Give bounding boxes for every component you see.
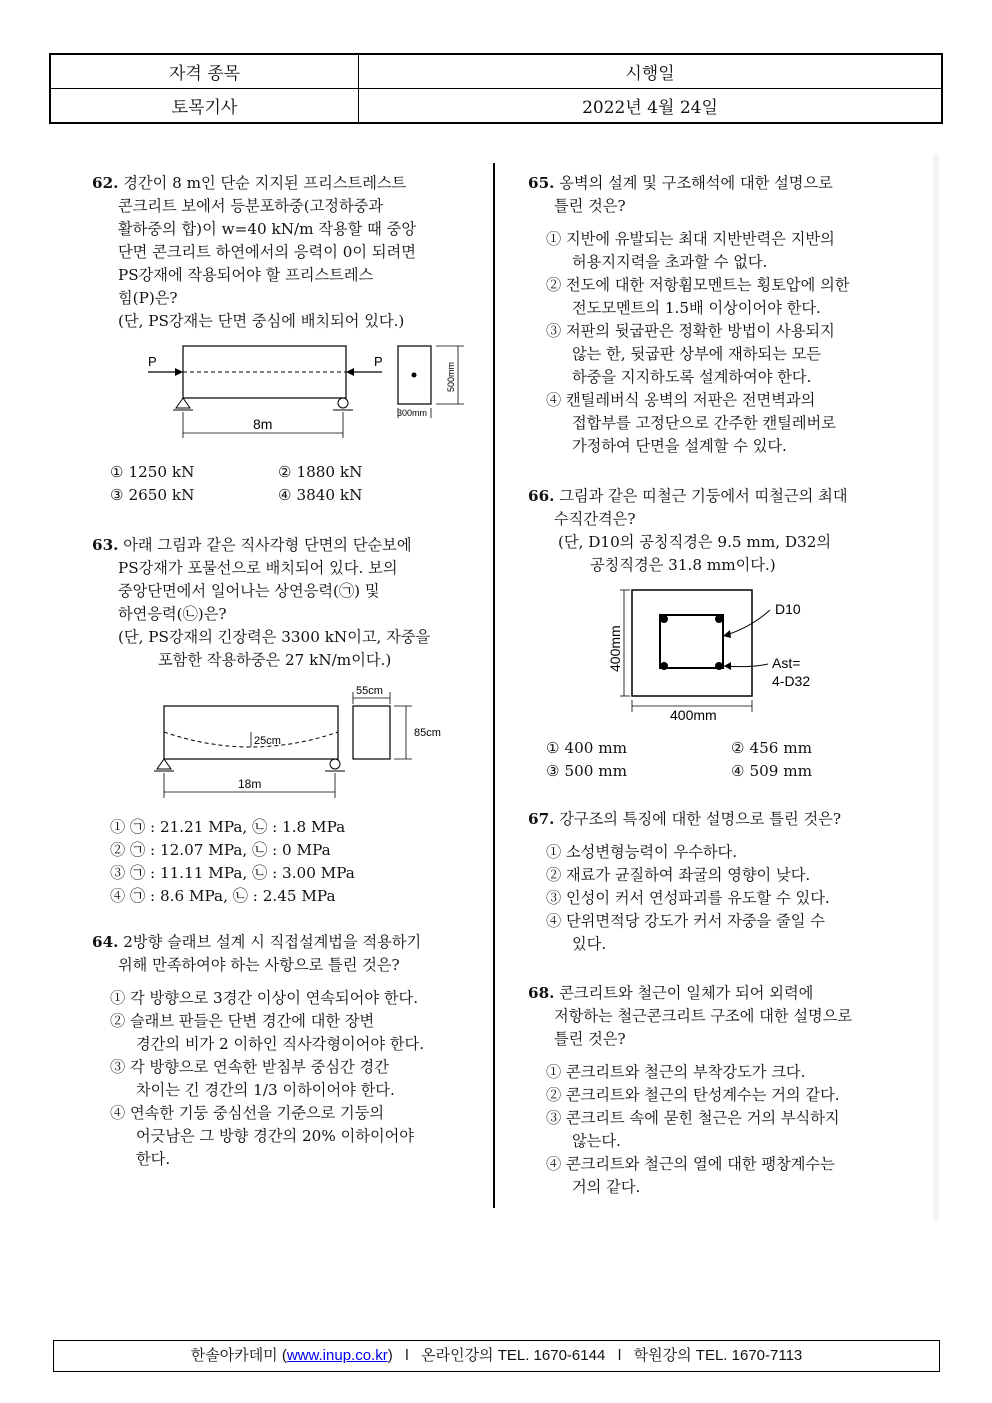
- choice-3-cont: 않는다.: [572, 1132, 621, 1150]
- choice-1[interactable]: ① 1250 kN: [110, 463, 195, 481]
- choice-1-cont: 허용지지력을 초과할 수 없다.: [572, 253, 768, 271]
- stem-line: 옹벽의 설계 및 구조해석에 대한 설명으로: [559, 174, 833, 192]
- footer-brand-close: ): [387, 1347, 393, 1364]
- question-number: 65.: [528, 174, 555, 192]
- pin-support: [176, 398, 190, 408]
- choice-1[interactable]: ① 각 방향으로 3경간 이상이 연속되어야 한다.: [110, 989, 419, 1007]
- choice-4[interactable]: ④ 단위면적당 강도가 커서 자중을 줄일 수: [546, 912, 825, 930]
- question-number: 68.: [528, 984, 555, 1002]
- section-width-label: 300mm: [397, 408, 428, 418]
- footer-brand: 한솔아카데미 (: [190, 1347, 287, 1364]
- choice-2[interactable]: ② 재료가 균질하여 좌굴의 영향이 낮다.: [546, 866, 811, 884]
- choice-4-cont: 있다.: [572, 935, 607, 953]
- choice-4[interactable]: ④ ㉠ : 8.6 MPa, ㉡ : 2.45 MPa: [110, 887, 336, 905]
- question-64: [92, 931, 477, 1171]
- header-subject-value: 토목기사: [50, 89, 359, 124]
- choice-3-cont: 하중을 지지하도록 설계하여야 한다.: [572, 368, 812, 386]
- stem-line: 활하중의 합)이 w=40 kN/m 작용할 때 중앙: [118, 220, 417, 238]
- page-edge-shade: [933, 155, 939, 1220]
- footer: [53, 1340, 940, 1372]
- choice-4[interactable]: ④ 509 mm: [731, 762, 813, 780]
- tie-bar: [660, 615, 723, 668]
- rebar-dot: [715, 615, 723, 623]
- choice-1[interactable]: ① 지반에 유발되는 최대 지반반력은 지반의: [546, 230, 835, 248]
- question-note: (단, PS강재의 긴장력은 3300 kN이고, 자중을: [118, 628, 431, 646]
- q65-choices: [528, 228, 918, 458]
- stem-line: 2방향 슬래브 설계 시 직접설계법을 적용하기: [123, 933, 422, 951]
- section-height-label: 85cm: [414, 727, 441, 739]
- choice-4[interactable]: ④ 콘크리트와 철근의 열에 대한 팽창계수는: [546, 1155, 835, 1173]
- header-date-value: 2022년 4월 24일: [359, 89, 943, 124]
- choice-2[interactable]: ② 콘크리트와 철근의 탄성계수는 거의 같다.: [546, 1086, 840, 1104]
- q62-figure: [140, 340, 470, 440]
- question-66: [528, 485, 918, 577]
- choice-2-cont: 경간의 비가 2 이하인 직사각형이어야 한다.: [136, 1035, 425, 1053]
- ast-label: Ast=: [772, 655, 801, 671]
- stem-line: 위해 만족하여야 하는 사항으로 틀린 것은?: [118, 956, 400, 974]
- choice-2[interactable]: ② 슬래브 판들은 단변 경간에 대한 장변: [110, 1012, 375, 1030]
- choice-1[interactable]: ① 400 mm: [546, 739, 628, 757]
- stem-line: 강구조의 특징에 대한 설명으로 틀린 것은?: [559, 810, 841, 828]
- choice-4-cont: 가정하여 단면을 설계할 수 있다.: [572, 437, 787, 455]
- choice-2[interactable]: ② 전도에 대한 저항휨모멘트는 횡토압에 의한: [546, 276, 850, 294]
- question-65: [528, 172, 918, 458]
- header-subject-label: 자격 종목: [50, 54, 359, 89]
- q66-choices: [546, 737, 911, 783]
- question-note: 공칭직경은 31.8 mm이다.): [590, 556, 776, 574]
- choice-4-cont: 접합부를 고정단으로 간주한 캔틸레버로: [572, 414, 836, 432]
- choice-2-cont: 전도모멘트의 1.5배 이상이어야 한다.: [572, 299, 821, 317]
- q66-figure: [600, 588, 830, 724]
- stem-line: 콘크리트 보에서 등분포하중(고정하중과: [118, 197, 383, 215]
- choice-3[interactable]: ③ 2650 kN: [110, 486, 195, 504]
- tendon-dot: [412, 373, 417, 378]
- stem-line: 아래 그림과 같은 직사각형 단면의 단순보에: [123, 536, 412, 554]
- stem-line: PS강재에 작용되어야 할 프리스트레스: [118, 266, 374, 284]
- choice-3[interactable]: ③ 500 mm: [546, 762, 628, 780]
- section-height-label: 500mm: [446, 361, 456, 392]
- section-outline: [353, 706, 390, 759]
- force-right-label: P: [374, 354, 383, 369]
- q62-choices: [110, 461, 458, 507]
- choice-3[interactable]: ③ 인성이 커서 연성파괴를 유도할 수 있다.: [546, 889, 830, 907]
- choice-4-cont: 한다.: [136, 1150, 171, 1168]
- question-note: (단, D10의 공칭직경은 9.5 mm, D32의: [558, 533, 832, 551]
- column-section: [632, 590, 752, 696]
- choice-3[interactable]: ③ 각 방향으로 연속한 받침부 중심간 경간: [110, 1058, 389, 1076]
- question-number: 64.: [92, 933, 119, 951]
- question-number: 67.: [528, 810, 555, 828]
- stem-line: 틀린 것은?: [554, 197, 626, 215]
- stem-line: 중앙단면에서 일어나는 상연응력(㉠) 및: [118, 582, 380, 600]
- section-width-label: 55cm: [356, 685, 383, 697]
- roller-support: [330, 759, 340, 769]
- rebar-dot: [660, 615, 668, 623]
- stem-line: PS강재가 포물선으로 배치되어 있다. 보의: [118, 559, 398, 577]
- stem-line: 힘(P)은?: [118, 289, 178, 307]
- choice-3[interactable]: ③ 저판의 뒷굽판은 정확한 방법이 사용되지: [546, 322, 835, 340]
- stem-line: 수직간격은?: [554, 510, 636, 528]
- span-label: 18m: [238, 777, 262, 791]
- bars-label: 4-D32: [772, 673, 811, 689]
- footer-academy-phone: 학원강의 TEL. 1670-7113: [633, 1347, 803, 1364]
- choice-3-cont: 차이는 긴 경간의 1/3 이하이어야 한다.: [136, 1081, 395, 1099]
- span-label: 8m: [253, 416, 273, 432]
- force-left-label: P: [148, 354, 157, 369]
- choice-2[interactable]: ② 1880 kN: [278, 463, 363, 481]
- choice-1[interactable]: ① 소성변형능력이 우수하다.: [546, 843, 738, 861]
- choice-3[interactable]: ③ 콘크리트 속에 묻힌 철근은 거의 부식하지: [546, 1109, 840, 1127]
- choice-4[interactable]: ④ 캔틸레버식 옹벽의 저판은 전면벽과의: [546, 391, 816, 409]
- question-number: 63.: [92, 536, 119, 554]
- question-number: 62.: [92, 174, 119, 192]
- q64-choices: [92, 987, 477, 1171]
- footer-online-phone: 온라인강의 TEL. 1670-6144: [421, 1347, 606, 1364]
- height-label: 400mm: [607, 625, 623, 672]
- question-note: (단, PS강재는 단면 중심에 배치되어 있다.): [118, 312, 405, 330]
- stem-line: 단면 콘크리트 하연에서의 응력이 0이 되려면: [118, 243, 416, 261]
- choice-4[interactable]: ④ 연속한 기둥 중심선을 기준으로 기둥의: [110, 1104, 385, 1122]
- stem-line: 경간이 8 m인 단순 지지된 프리스트레스트: [123, 174, 407, 192]
- footer-website-link[interactable]: www.inup.co.kr: [286, 1347, 388, 1364]
- width-label: 400mm: [670, 707, 717, 723]
- roller-support: [338, 398, 348, 408]
- choice-2[interactable]: ② ㉠ : 12.07 MPa, ㉡ : 0 MPa: [110, 841, 331, 859]
- question-62: [92, 172, 482, 333]
- footer-separator: l: [405, 1347, 409, 1364]
- choice-3-cont: 않는 한, 뒷굽판 상부에 재하되는 모든: [572, 345, 822, 363]
- stem-line: 그림과 같은 띠철근 기둥에서 띠철근의 최대: [559, 487, 848, 505]
- q63-choices: [110, 816, 355, 908]
- choice-4[interactable]: ④ 3840 kN: [278, 486, 363, 504]
- choice-1[interactable]: ① 콘크리트와 철근의 부착강도가 크다.: [546, 1063, 806, 1081]
- choice-4-cont: 거의 같다.: [572, 1178, 641, 1196]
- pin-support: [157, 759, 171, 769]
- choice-1[interactable]: ① ㉠ : 21.21 MPa, ㉡ : 1.8 MPa: [110, 818, 346, 836]
- q67-choices: [528, 841, 918, 956]
- header-date-label: 시행일: [359, 54, 943, 89]
- choice-4-cont: 어긋남은 그 방향 경간의 20% 이하이어야: [136, 1127, 414, 1145]
- q68-choices: [528, 1061, 918, 1199]
- question-67: [528, 808, 918, 956]
- stem-line: 하연응력(㉡)은?: [118, 605, 227, 623]
- footer-separator: l: [617, 1347, 622, 1364]
- q63-figure: [150, 680, 460, 802]
- column-divider: [493, 163, 495, 1208]
- rebar-dot: [715, 662, 723, 670]
- question-note: 포함한 작용하중은 27 kN/m이다.): [158, 651, 392, 669]
- stem-line: 틀린 것은?: [554, 1030, 626, 1048]
- stem-line: 저항하는 철근콘크리트 구조에 대한 설명으로: [554, 1007, 853, 1025]
- question-number: 66.: [528, 487, 555, 505]
- tie-label: D10: [775, 601, 801, 617]
- rebar-dot: [660, 662, 668, 670]
- header-table: [49, 53, 943, 124]
- stem-line: 콘크리트와 철근이 일체가 되어 외력에: [559, 984, 814, 1002]
- sag-label: 25cm: [254, 735, 281, 747]
- choice-3[interactable]: ③ ㉠ : 11.11 MPa, ㉡ : 3.00 MPa: [110, 864, 355, 882]
- question-68: [528, 982, 918, 1199]
- choice-2[interactable]: ② 456 mm: [731, 739, 813, 757]
- question-63: [92, 534, 482, 672]
